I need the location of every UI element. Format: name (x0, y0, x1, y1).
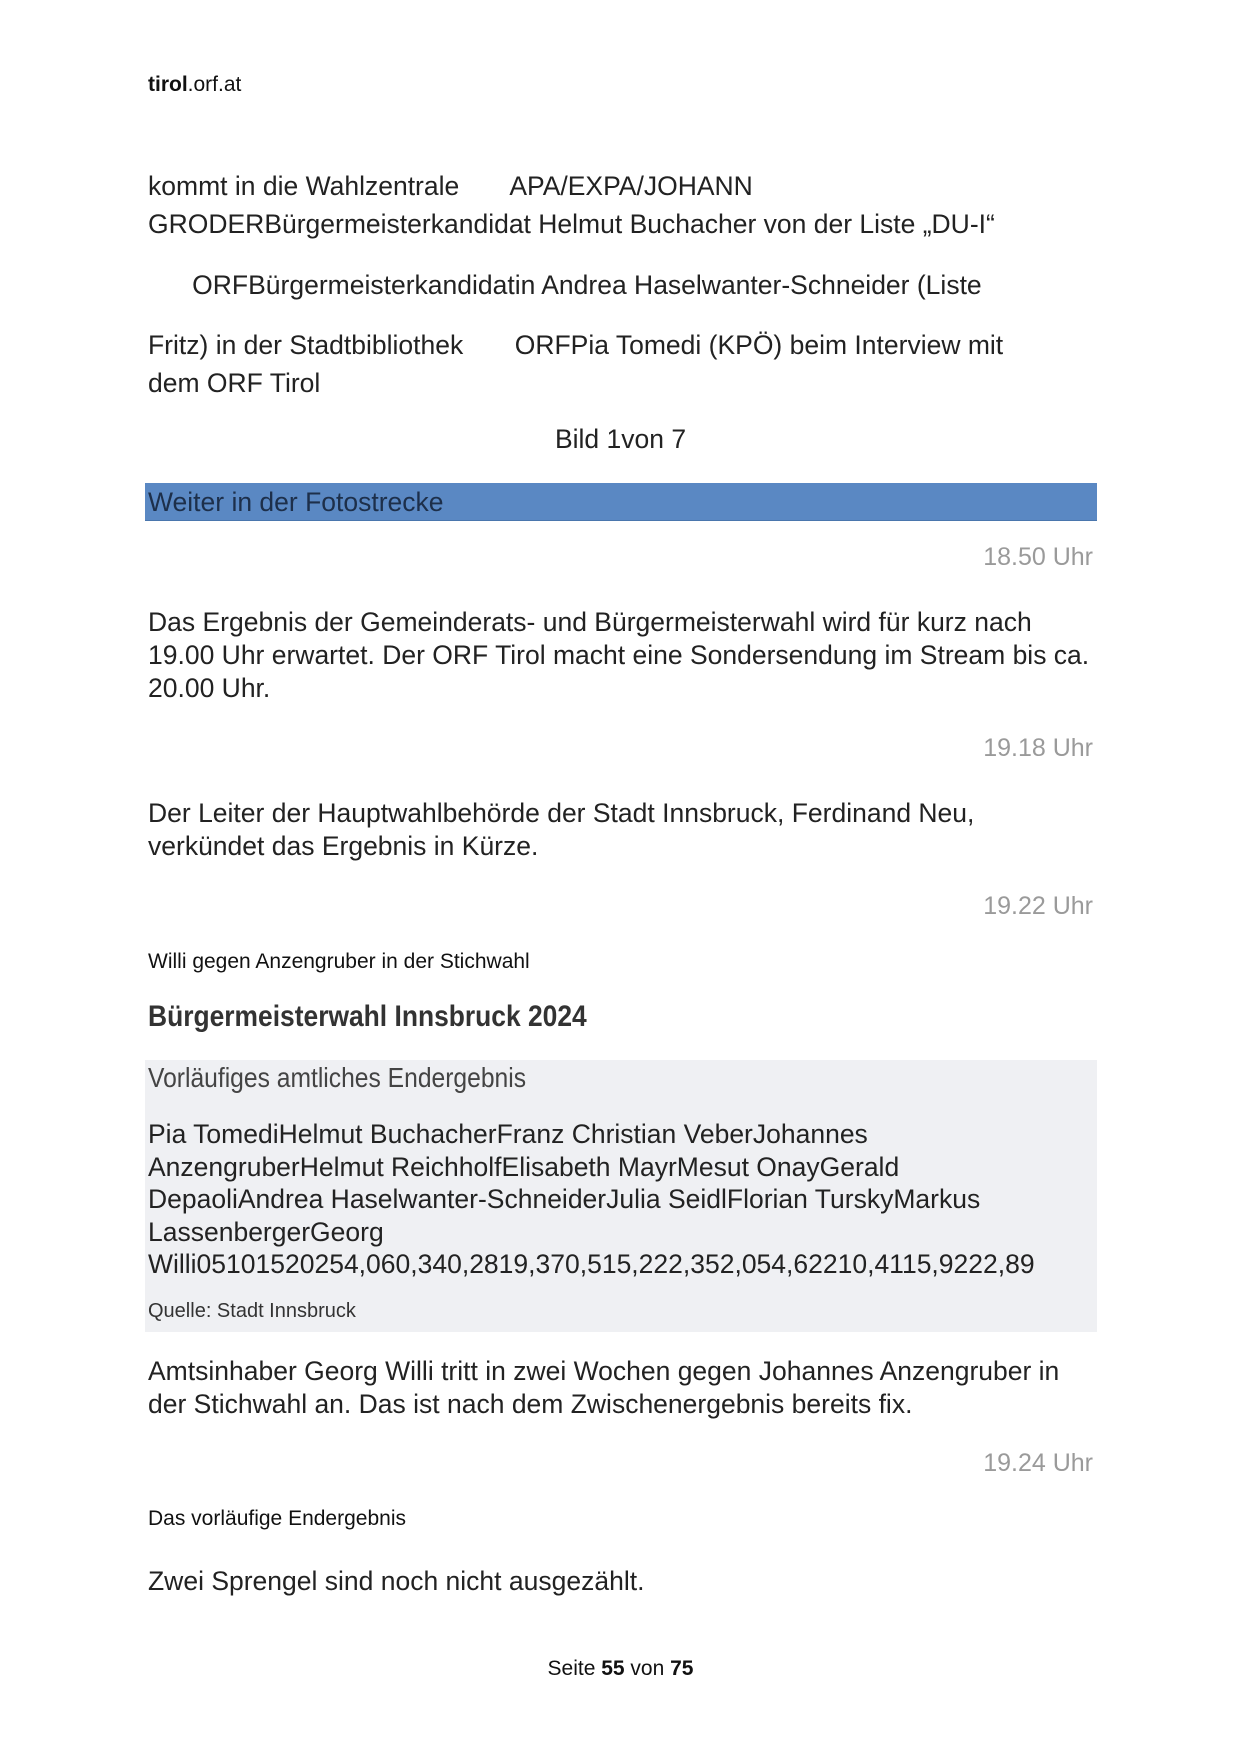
result-table-subtitle: Vorläufiges amtliches Endergebnis (148, 1062, 527, 1093)
gallery-caption-line: kommt in die Wahlzentrale APA/EXPA/JOHANN (148, 171, 753, 201)
footer-middle: von (624, 1657, 671, 1680)
entry-heading: Das vorläufige Endergebnis (148, 1507, 406, 1530)
gallery-next-label: Weiter in der Fotostrecke (148, 487, 444, 517)
entry-timestamp: 18.50 Uhr (983, 543, 1093, 571)
entry-heading: Willi gegen Anzengruber in der Stichwahl (148, 950, 530, 973)
footer-prefix: Seite (547, 1657, 602, 1680)
entry-timestamp: 19.18 Uhr (983, 734, 1093, 762)
gallery-caption-line: dem ORF Tirol (148, 368, 321, 398)
entry-timestamp: 19.22 Uhr (983, 892, 1093, 920)
gallery-caption-line: Fritz) in der Stadtbibliothek ORFPia Tomedi (KPÖ) beim Interview mit (148, 330, 1004, 360)
gallery-counter: Bild 1von 7 (554, 424, 687, 454)
gallery-caption-line: GRODERBürgermeisterkandidat Helmut Buchacher von der Liste „DU-I“ (148, 209, 995, 239)
site-header (148, 73, 241, 97)
result-data-line: Willi05101520254,060,340,2819,370,515,222,352,054,62210,4115,9222,89 (148, 1249, 1035, 1279)
site-name-bold: tirol (148, 73, 188, 96)
result-table-title: Bürgermeisterwahl Innsbruck 2024 (148, 1000, 587, 1033)
gallery-caption-line: ORFBürgermeisterkandidatin Andrea Haselwanter-Schneider (Liste (148, 270, 982, 300)
page-footer (0, 1657, 1241, 1681)
footer-page-number: 55 (601, 1657, 625, 1680)
result-data-line: AnzengruberHelmut ReichholfElisabeth MayrMesut OnayGerald (148, 1151, 900, 1182)
gallery-next-button[interactable] (145, 483, 1097, 521)
entry-text: Amtsinhaber Georg Willi tritt in zwei Wochen gegen Johannes Anzengruber in der Stichwahl an. Das ist nach dem Zwischenergebnis bereits fix. (148, 1356, 1060, 1419)
result-data-line: LassenbergerGeorg (148, 1216, 384, 1247)
site-name-domain: .orf.at (187, 73, 242, 96)
entry-text: Der Leiter der Hauptwahlbehörde der Stadt Innsbruck, Ferdinand Neu, verkündet das Ergebnis in Kürze. (148, 798, 975, 861)
entry-text: Das Ergebnis der Gemeinderats- und Bürgermeisterwahl wird für kurz nach 19.00 Uhr erwartet. Der ORF Tirol macht eine Sondersendung im Stream bis ca. 20.00 Uhr. (148, 607, 1090, 703)
footer-page-total: 75 (670, 1657, 694, 1680)
result-table-data (148, 1118, 1094, 1281)
result-table (145, 1060, 1097, 1332)
entry-text: Zwei Sprengel sind noch nicht ausgezählt. (148, 1566, 645, 1596)
entry-timestamp: 19.24 Uhr (983, 1449, 1093, 1477)
result-table-source: Quelle: Stadt Innsbruck (148, 1300, 356, 1322)
result-data-line: Pia TomediHelmut BuchacherFranz Christian VeberJohannes (148, 1119, 868, 1149)
result-data-line: DepaoliAndrea Haselwanter-SchneiderJulia SeidlFlorian TurskyMarkus (148, 1184, 981, 1214)
